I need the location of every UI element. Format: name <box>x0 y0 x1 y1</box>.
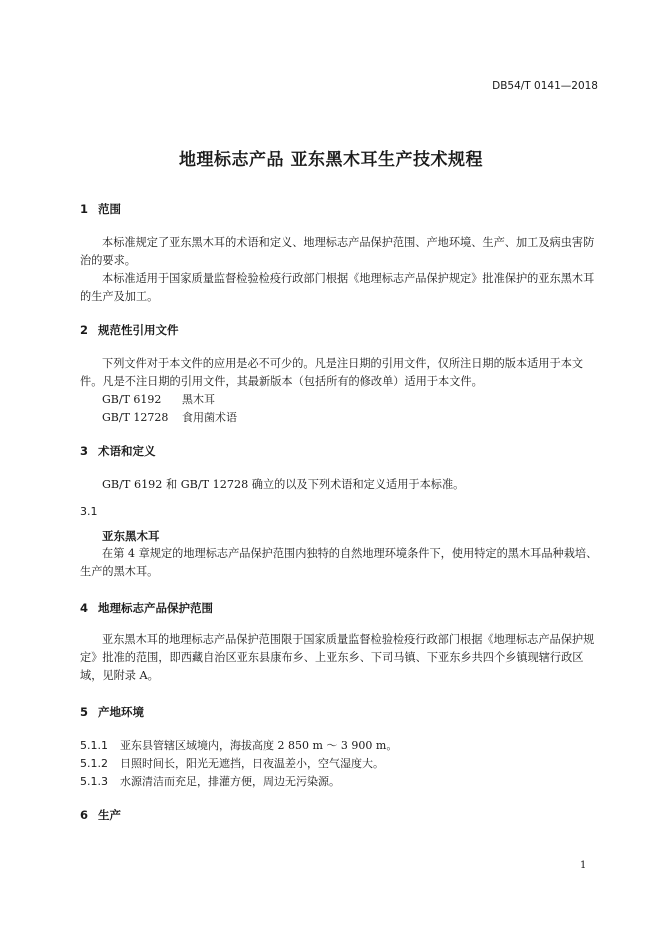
document-title: 地理标志产品 亚东黑木耳生产技术规程 <box>179 150 483 170</box>
section-heading-6 <box>80 807 121 823</box>
subclause-text: 水源清洁而充足，排灌方便，周边无污染源。 <box>120 775 340 788</box>
subclause-text: 日照时间长，阳光无遮挡，日夜温差小，空气湿度大。 <box>120 757 384 770</box>
environment-item <box>80 755 384 771</box>
environment-item <box>80 737 397 753</box>
reference-name: 食用菌术语 <box>182 411 237 424</box>
reference-item <box>102 391 215 407</box>
reference-name: 黑木耳 <box>182 393 215 406</box>
scope-paragraph: 本标准适用于国家质量监督检验检疫行政部门根据《地理标志产品保护规定》批准保护的亚东黑木耳的生产及加工。 <box>80 272 595 303</box>
section-title: 产地环境 <box>98 705 144 719</box>
document-number: DB54/T 0141—2018 <box>492 80 598 92</box>
reference-code: GB/T 12728 <box>102 411 169 424</box>
protection-paragraph: 亚东黑木耳的地理标志产品保护范围限于国家质量监督检验检疫行政部门根据《地理标志产品保护规定》批准的范围，即西藏自治区亚东县康布乡、上亚东乡、下司马镇、下亚东乡共四个乡镇现辖行政区域，见附录 A。 <box>80 633 595 682</box>
section-number: 6 <box>80 808 89 822</box>
section-title: 术语和定义 <box>98 444 156 458</box>
section-heading-5 <box>80 704 144 720</box>
section-number: 3 <box>80 444 89 458</box>
section-number: 4 <box>80 601 89 615</box>
subclause-number: 5.1.2 <box>80 757 108 770</box>
terms-intro: GB/T 6192 和 GB/T 12728 确立的以及下列术语和定义适用于本标准。 <box>102 478 465 491</box>
section-heading-1 <box>80 201 121 217</box>
section-number: 2 <box>80 323 89 337</box>
section-heading-2 <box>80 322 179 338</box>
section-number: 1 <box>80 202 89 216</box>
scope-paragraph: 本标准规定了亚东黑木耳的术语和定义、地理标志产品保护范围、产地环境、生产、加工及病虫害防治的要求。 <box>80 236 595 267</box>
subclause-text: 亚东县管辖区域境内，海拔高度 2 850 m ～ 3 900 m。 <box>120 739 398 752</box>
term-definition: 在第 4 章规定的地理标志产品保护范围内独特的自然地理环境条件下，使用特定的黑木耳品种栽培、生产的黑木耳。 <box>80 547 598 578</box>
section-title: 地理标志产品保护范围 <box>98 601 213 615</box>
subclause-number: 5.1.3 <box>80 775 108 788</box>
section-title: 生产 <box>98 808 121 822</box>
subclause-number: 5.1.1 <box>80 739 108 752</box>
section-heading-4 <box>80 600 213 616</box>
section-title: 范围 <box>98 202 121 216</box>
section-number: 5 <box>80 705 89 719</box>
page-number: 1 <box>580 860 587 871</box>
reference-item <box>102 409 237 425</box>
reference-code: GB/T 6192 <box>102 393 162 406</box>
environment-item <box>80 773 340 789</box>
term-name: 亚东黑木耳 <box>102 529 160 543</box>
section-heading-3 <box>80 443 156 459</box>
term-number: 3.1 <box>80 505 98 518</box>
normative-intro: 下列文件对于本文件的应用是必不可少的。凡是注日期的引用文件，仅所注日期的版本适用于本文件。凡是不注日期的引用文件，其最新版本（包括所有的修改单）适用于本文件。 <box>80 357 584 388</box>
section-title: 规范性引用文件 <box>98 323 179 337</box>
